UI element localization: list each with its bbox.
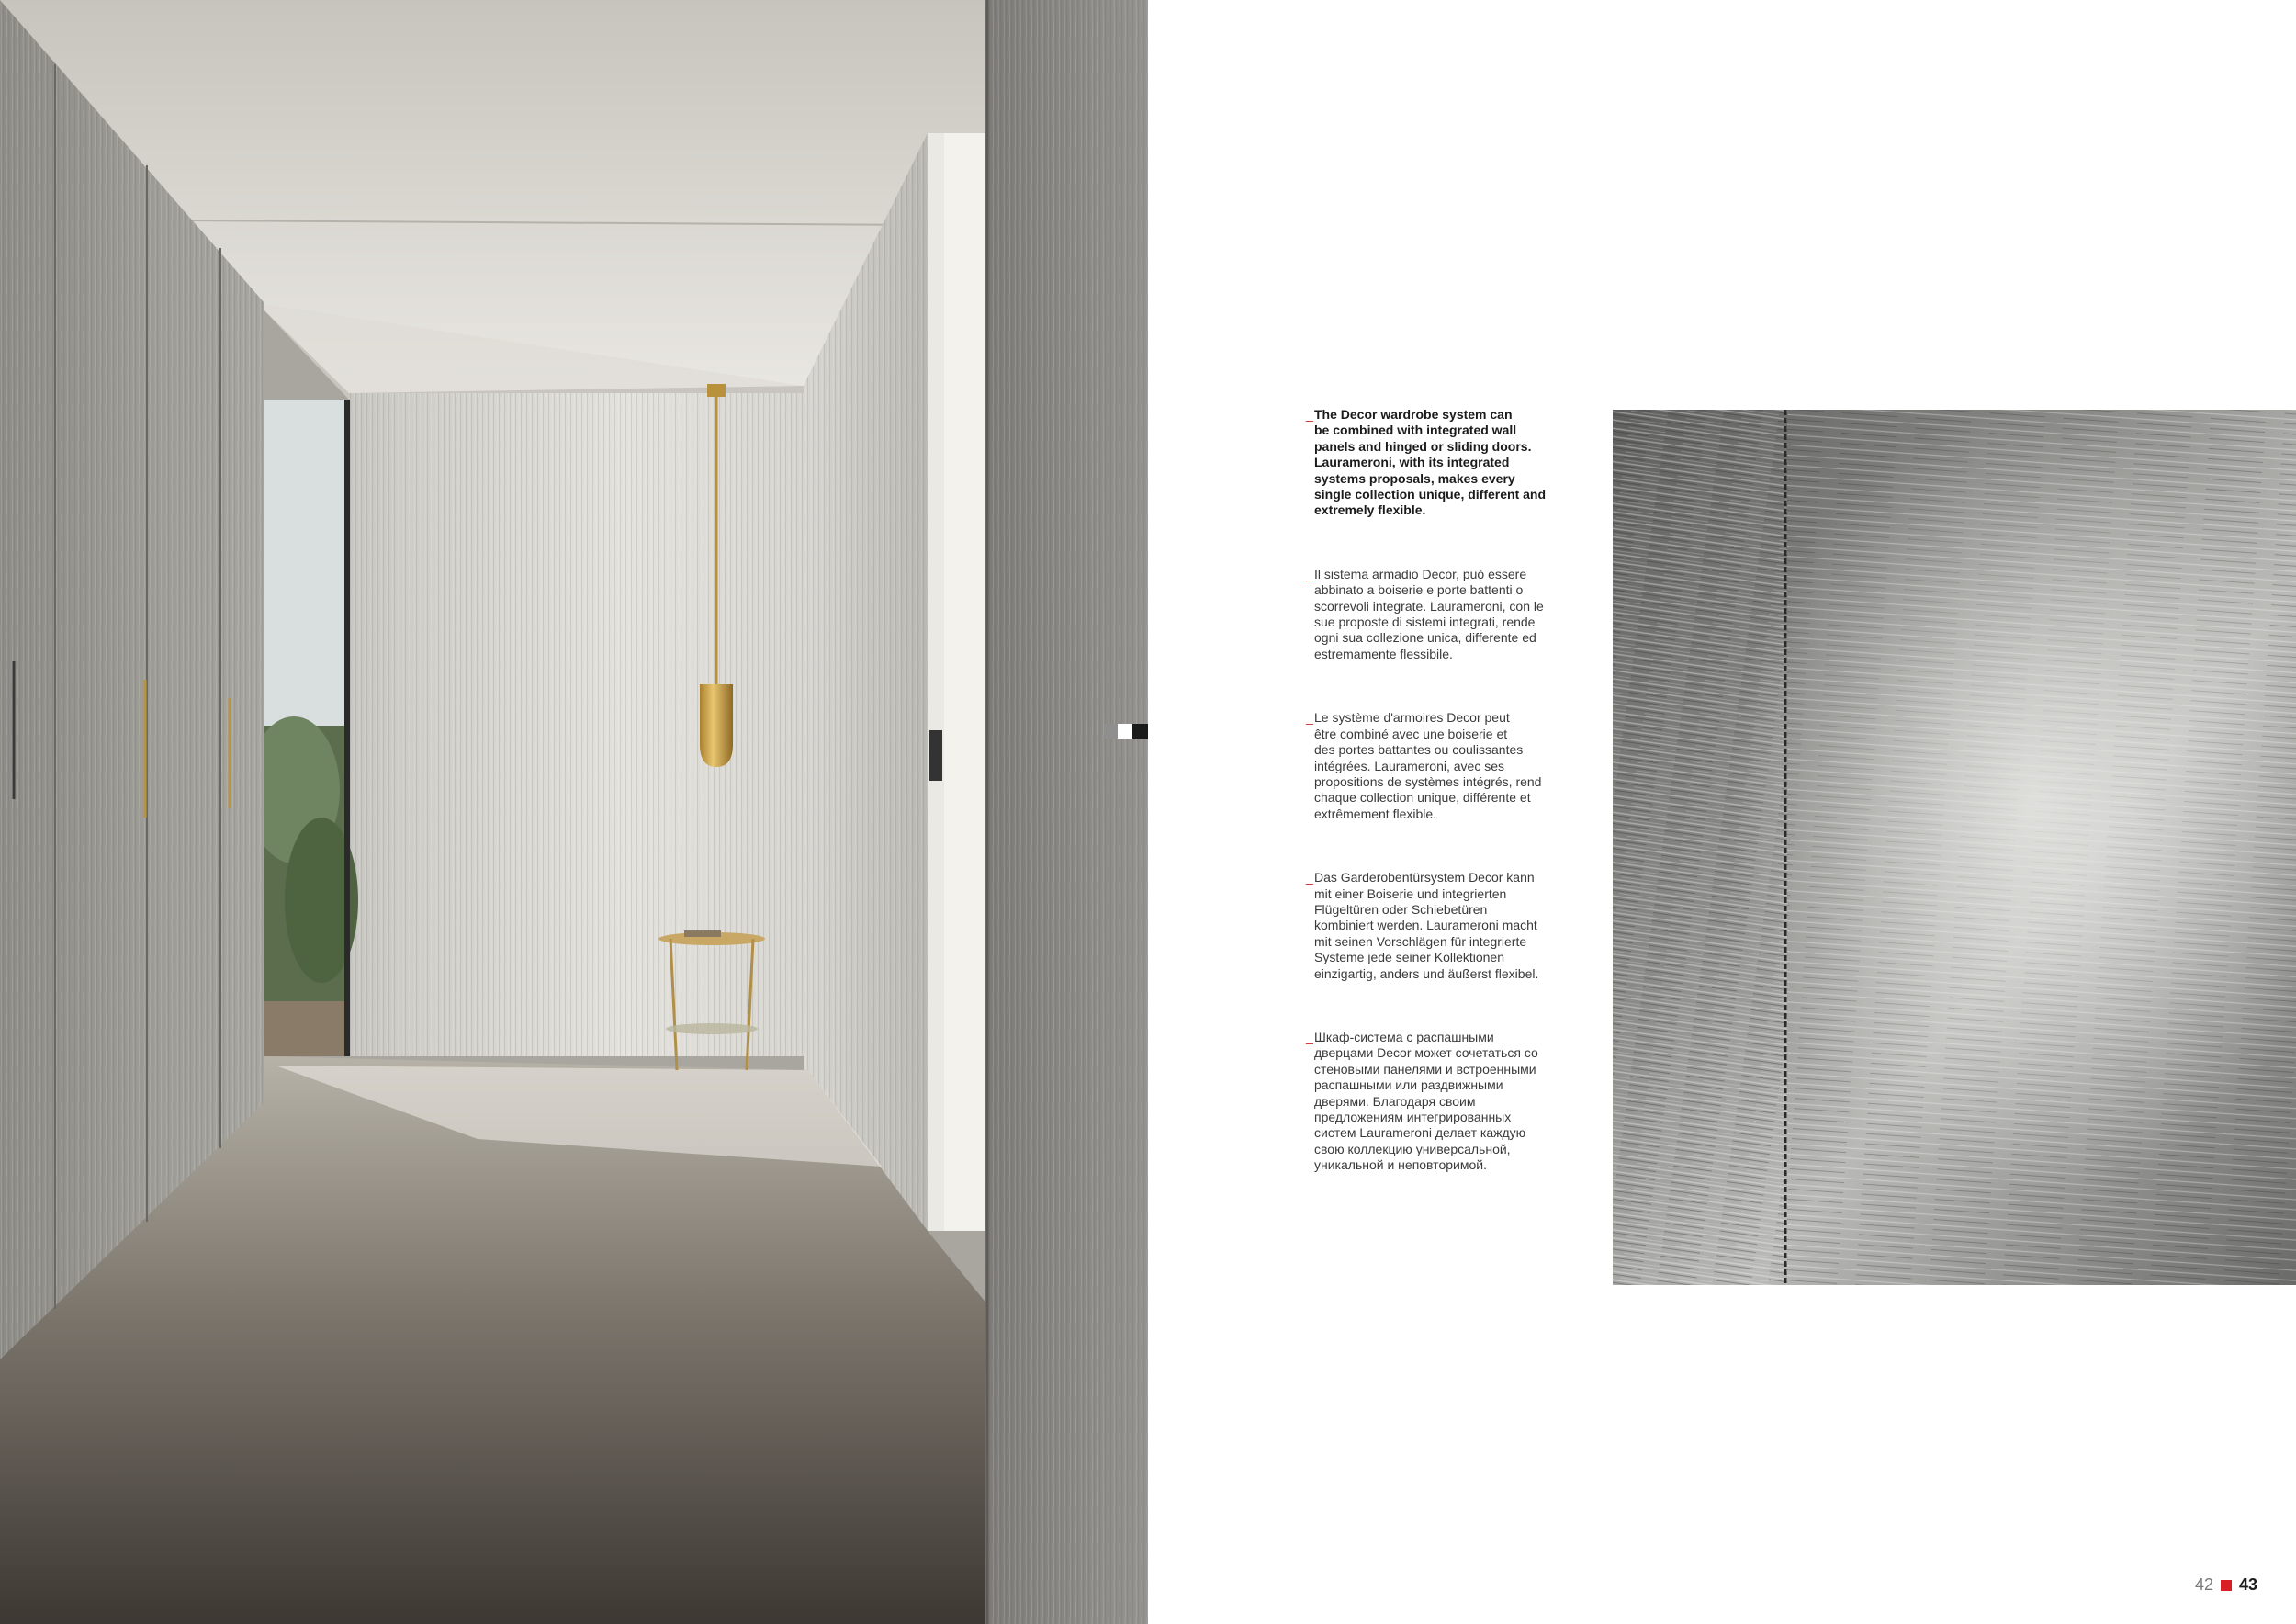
paragraph-french	[1306, 710, 1563, 822]
multilingual-description	[1306, 407, 1563, 1222]
paragraph-text: Il sistema armadio Decor, può essere abbinato a boiserie e porte battenti o scorrevoli integrate. Laurameroni, con le sue proposte di sistemi integrati, rende ogni sua collezione unica, differente ed estremamente flessibile.	[1314, 566, 1544, 661]
spine-color-tab	[1105, 724, 1148, 739]
page-numbers	[2195, 1575, 2257, 1595]
paragraph-text: Das Garderobentürsystem Decor kann mit einer Boiserie und integrierten Flügeltüren oder Schiebetüren kombiniert werden. Laurameroni macht mit seinen Vorschlägen für integrierte Systeme jede seiner Kollektionen einzigartig, anders und äußerst flexibel.	[1314, 870, 1539, 981]
paragraph-marker: _	[1306, 710, 1313, 726]
texture-detail-photo	[1613, 410, 2296, 1285]
paragraph-german	[1306, 870, 1563, 982]
paragraph-russian	[1306, 1030, 1563, 1174]
texture-detail-illustration	[1613, 410, 2296, 1285]
paragraph-text: Шкаф-система с распашными дверцами Decor может сочетаться со стеновыми панелями и встроенными распашными или раздвижными дверями. Благодаря своим предложениям интегрированных систем Laurameroni делает каждую свою коллекцию универсальной, уникальной и неповторимой.	[1314, 1029, 1538, 1173]
page-number-left: 42	[2194, 1575, 2213, 1594]
paragraph-marker: _	[1306, 407, 1313, 422]
page-number-separator-square	[2221, 1580, 2232, 1591]
paragraph-text: The Decor wardrobe system can be combined with integrated wall panels and hinged or sliding doors. Laurameroni, with its integrated systems proposals, makes every single collection unique, different and extremely flexible.	[1314, 407, 1547, 518]
page-number-right: 43	[2238, 1575, 2257, 1594]
paragraph-english	[1306, 407, 1563, 519]
paragraph-marker: _	[1306, 870, 1313, 885]
paragraph-marker: _	[1306, 566, 1313, 581]
paragraph-text: Le système d'armoires Decor peut être combiné avec une boiserie et des portes battantes ou coulissantes intégrées. Laurameroni, avec ses propositions de systèmes intégrés, rend chaque collection unique, différente et extrêmement flexible.	[1314, 710, 1542, 821]
paragraph-italian	[1306, 567, 1563, 662]
paragraph-marker: _	[1306, 1029, 1313, 1044]
